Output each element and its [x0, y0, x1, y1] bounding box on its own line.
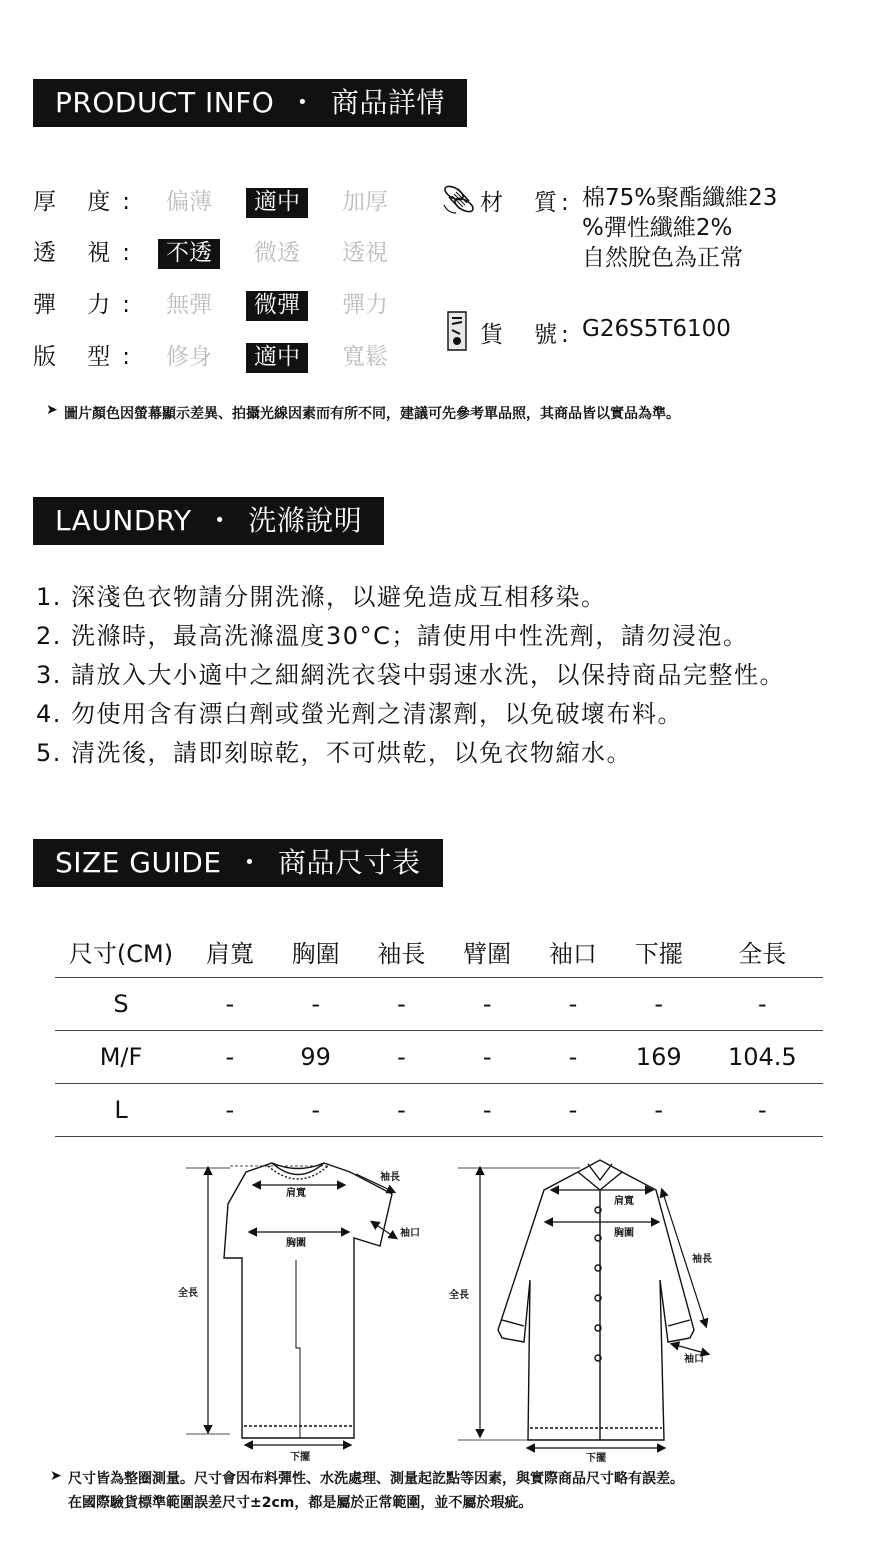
diagram-label-hem-2: 下擺 — [586, 1453, 606, 1464]
attr-label: 厚 度: — [33, 188, 143, 215]
laundry-item: 2. 洗滌時，最高洗滌溫度30°C；請使用中性洗劑，請勿浸泡。 — [36, 622, 749, 650]
column-header: 尺寸(CM) — [55, 925, 187, 978]
table-cell: - — [187, 1031, 273, 1084]
laundry-item: 1. 深淺色衣物請分開洗滌，以避免造成互相移染。 — [36, 583, 607, 611]
diagram-label-cuff-2: 袖口 — [684, 1354, 704, 1365]
attr-label: 透 視: — [33, 239, 143, 266]
attr-option-selected: 微彈 — [233, 286, 321, 319]
attr-row-elasticity — [33, 285, 409, 319]
attr-option: 偏薄 — [166, 188, 212, 215]
attr-option: 透視 — [342, 239, 388, 266]
table-cell: - — [702, 1084, 823, 1137]
diagram-label-sleeve-length: 袖長 — [380, 1172, 400, 1183]
laundry-header — [33, 497, 384, 545]
column-header: 臂圍 — [444, 925, 530, 978]
laundry-header-en: LAUNDRY — [55, 504, 192, 537]
column-header: 胸圍 — [273, 925, 359, 978]
laundry-list — [36, 578, 785, 773]
product-note: ➤ 圖片顏色因螢幕顯示差異、拍攝光線因素而有所不同，建議可先參考單品照，其商品皆以實品為準。 — [46, 402, 680, 422]
size-guide-header — [33, 839, 443, 887]
column-header: 肩寬 — [187, 925, 273, 978]
product-info-header — [33, 79, 467, 127]
attr-option: 彈力 — [342, 291, 388, 318]
attr-row-fit — [33, 337, 409, 371]
column-header: 袖長 — [359, 925, 445, 978]
table-cell: 99 — [273, 1031, 359, 1084]
size-note: ➤ 尺寸皆為整圈測量。尺寸會因布料彈性、水洗處理、測量起訖點等因素，與實際商品尺寸略有誤差。 — [50, 1468, 684, 1487]
laundry-item: 5. 清洗後，請即刻晾乾，不可烘乾，以免衣物縮水。 — [36, 739, 633, 767]
material-label: 材 質: — [480, 190, 573, 216]
sku-value: G26S5T6100 — [582, 316, 731, 342]
attr-option: 寬鬆 — [342, 343, 388, 370]
size-cell: M/F — [55, 1031, 187, 1084]
product-info-header-en: PRODUCT INFO — [55, 86, 275, 119]
table-cell: - — [702, 978, 823, 1031]
table-cell: 104.5 — [702, 1031, 823, 1084]
table-cell: - — [616, 1084, 702, 1137]
laundry-item: 4. 勿使用含有漂白劑或螢光劑之清潔劑，以免破壞布料。 — [36, 700, 684, 728]
table-cell: - — [444, 978, 530, 1031]
diagram-label-total-length-2: 全長 — [449, 1290, 469, 1301]
attr-option-selected: 適中 — [233, 183, 321, 216]
diagram-label-shoulder-2: 肩寬 — [614, 1196, 634, 1207]
diagram-label-total-length: 全長 — [178, 1288, 198, 1299]
diagram-label-chest: 胸圍 — [286, 1238, 306, 1249]
header-dot: ・ — [235, 846, 265, 879]
table-cell: - — [530, 1031, 616, 1084]
size-cell: L — [55, 1084, 187, 1137]
column-header: 下擺 — [616, 925, 702, 978]
column-header: 袖口 — [530, 925, 616, 978]
sku-label: 貨 號: — [480, 322, 573, 348]
attr-option-selected: 不透 — [145, 234, 233, 267]
size-table — [55, 925, 823, 1137]
tshirt-dress-drawing — [224, 1163, 392, 1438]
table-cell: - — [359, 1084, 445, 1137]
attr-option-selected: 適中 — [233, 338, 321, 371]
size-note: 在國際驗貨標準範圍誤差尺寸±2cm，都是屬於正常範圍，並不屬於瑕疵。 — [68, 1495, 533, 1511]
table-cell: - — [444, 1031, 530, 1084]
shirt-dress-drawing — [498, 1160, 694, 1440]
size-guide-header-en: SIZE GUIDE — [55, 846, 222, 879]
table-cell: - — [530, 978, 616, 1031]
table-cell: 169 — [616, 1031, 702, 1084]
tag-icon — [444, 310, 472, 354]
table-cell: - — [359, 978, 445, 1031]
product-info-header-zh: 商品詳情 — [330, 86, 445, 119]
attr-option: 修身 — [166, 343, 212, 370]
material-line: 自然脫色為正常 — [582, 245, 743, 271]
table-cell: - — [359, 1031, 445, 1084]
table-row — [55, 1084, 823, 1137]
column-header: 全長 — [702, 925, 823, 978]
table-cell: - — [616, 978, 702, 1031]
thread-spool-icon — [440, 183, 480, 217]
attr-option: 微透 — [254, 239, 300, 266]
diagram-label-chest-2: 胸圍 — [614, 1228, 634, 1239]
header-dot: ・ — [288, 86, 317, 119]
table-cell: - — [530, 1084, 616, 1137]
table-row — [55, 978, 823, 1031]
diagram-label-shoulder: 肩寬 — [286, 1188, 306, 1199]
table-cell: - — [273, 978, 359, 1031]
laundry-header-zh: 洗滌說明 — [248, 504, 363, 537]
table-cell: - — [187, 1084, 273, 1137]
size-cell: S — [55, 978, 187, 1031]
material-line: %彈性纖維2% — [582, 215, 733, 241]
material-line: 棉75%聚酯纖維23 — [582, 185, 778, 211]
laundry-item: 3. 請放入大小適中之細網洗衣袋中弱速水洗，以保持商品完整性。 — [36, 661, 786, 689]
diagram-label-cuff: 袖口 — [400, 1228, 420, 1239]
header-dot: ・ — [205, 504, 235, 537]
table-cell: - — [444, 1084, 530, 1137]
garment-diagram — [0, 1150, 875, 1470]
size-table-header-row — [55, 925, 823, 978]
table-cell: - — [187, 978, 273, 1031]
table-cell: - — [273, 1084, 359, 1137]
diagram-label-sleeve-length-2: 袖長 — [692, 1254, 712, 1265]
size-guide-header-zh: 商品尺寸表 — [278, 846, 421, 879]
table-row — [55, 1031, 823, 1084]
diagram-label-hem: 下擺 — [290, 1452, 310, 1463]
attr-row-thickness — [33, 182, 409, 216]
attr-label: 彈 力: — [33, 291, 143, 318]
attr-row-transparency — [33, 233, 409, 267]
attr-option: 加厚 — [342, 188, 388, 215]
attr-option: 無彈 — [166, 291, 212, 318]
attr-label: 版 型: — [33, 343, 143, 370]
